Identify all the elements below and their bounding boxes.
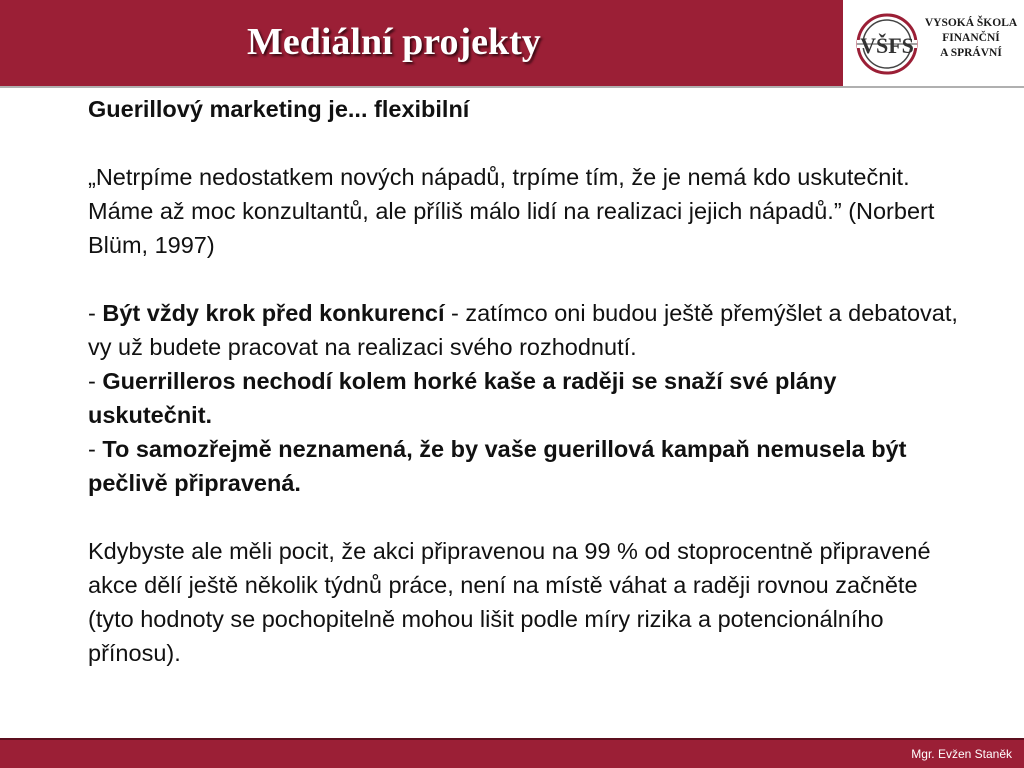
school-logo	[843, 0, 1024, 86]
quote-paragraph: „Netrpíme nedostatkem nových nápadů, trpíme tím, že je nemá kdo uskutečnit. Máme až moc konzultantů, ale příliš málo lidí na realizaci jejich nápadů.” (Norbert Blüm, 1997)	[88, 164, 935, 258]
section-heading: Guerillový marketing je... flexibilní	[88, 96, 470, 122]
bullet-item: - To samozřejmě neznamená, že by vaše guerillová kampaň nemusela být pečlivě připravená.	[88, 436, 907, 496]
svg-text:VŠFS: VŠFS	[860, 33, 914, 58]
closing-paragraph: Kdybyste ale měli pocit, že akci připravenou na 99 % od stoprocentně připravené akce dělí ještě několik týdnů práce, není na místě váhat a raději rovnou začněte (tyto hodnoty se pochopitelně mohou lišit podle míry rizika a potencionálního přínosu).	[88, 538, 931, 666]
header-divider	[0, 86, 1024, 88]
bullet-item: - Guerrilleros nechodí kolem horké kaše a raději se snaží své plány uskutečnit.	[88, 368, 837, 428]
slide-footer	[0, 740, 1024, 768]
slide-title: Mediální projekty	[247, 21, 541, 63]
bullet-item: - Být vždy krok před konkurencí - zatímco oni budou ještě přemýšlet a debatovat, vy už budete pracovat na realizaci svého rozhodnutí.	[88, 300, 958, 360]
author-name: Mgr. Evžen Staněk	[911, 747, 1012, 761]
vsfs-logo-icon	[855, 10, 919, 78]
school-name: VYSOKÁ ŠKOLA FINANČNÍ A SPRÁVNÍ	[924, 17, 1018, 59]
slide-header	[0, 0, 1024, 86]
slide-body	[88, 92, 958, 670]
